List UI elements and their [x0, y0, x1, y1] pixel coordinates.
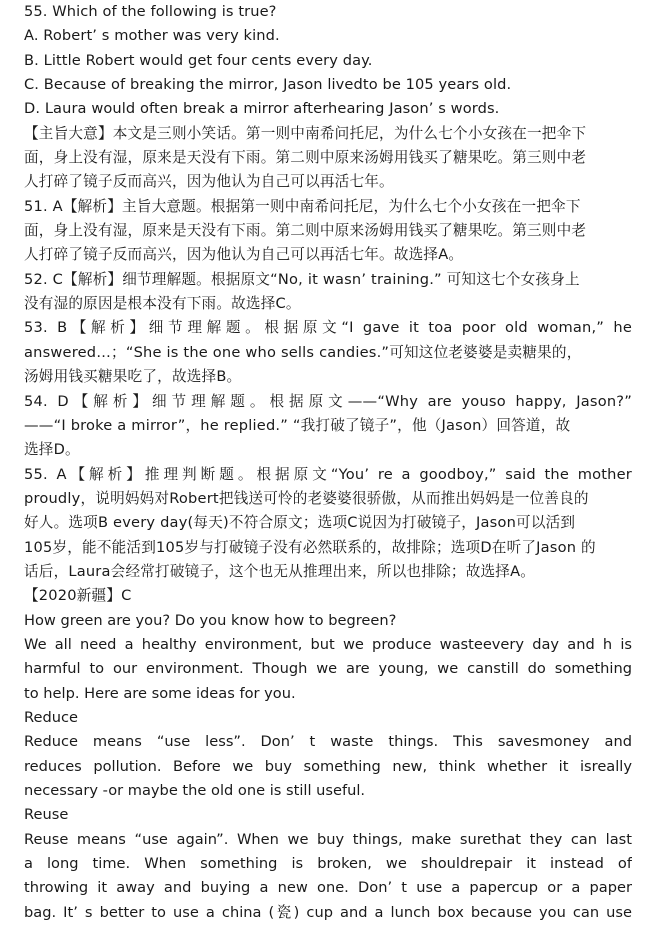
- option-a: A. Robert’ s mother was very kind.: [24, 27, 280, 45]
- analysis-line: 面，身上没有湿，原来是天没有下雨。第二则中原来汤姆用钱买了糖果吃。第三则中老: [24, 149, 587, 167]
- question-55: [24, 0, 632, 122]
- section-heading: 【2020新疆】C: [24, 587, 132, 605]
- document-page: [24, 0, 632, 925]
- passage-line: reduces pollution. Before we buy something new, think whether it isreally: [24, 757, 632, 775]
- analysis-line: 54. D【解析】细节理解题。根据原文——“Why are youso happy, Jason?”: [24, 392, 632, 410]
- analysis-line: 人打碎了镜子反而高兴，因为他认为自己可以再活七年。故选择A。: [24, 246, 464, 264]
- reading-passage: [24, 609, 632, 925]
- option-b: B. Little Robert would get four cents every day.: [24, 51, 373, 69]
- analysis-line: answered…；“She is the one who sells candies.”可知这位老婆婆是卖糖果的，: [24, 343, 582, 361]
- analysis-line: 【主旨大意】本文是三则小笑话。第一则中南希问托尼，为什么七个小女孩在一把伞下: [24, 124, 587, 142]
- analysis-line: 没有湿的原因是根本没有下雨。故选择C。: [24, 295, 301, 313]
- analysis-line: 53. B【解析】细节理解题。根据原文“I gave it toa poor old woman,” he: [24, 319, 632, 337]
- analysis-line: 51. A【解析】主旨大意题。根据第一则中南希问托尼，为什么七个小女孩在一把伞下: [24, 197, 581, 215]
- passage-line: to help. Here are some ideas for you.: [24, 684, 296, 702]
- passage-line: harmful to our environment. Though we are young, we canstill do something: [24, 660, 632, 678]
- passage-title: How green are you? Do you know how to begreen?: [24, 611, 397, 629]
- passage-line: Reduce means “use less”. Don’ t waste things. This savesmoney and: [24, 733, 632, 751]
- answer-analysis: [24, 122, 632, 609]
- analysis-line: ——“I broke a mirror”，he replied.” “我打破了镜子”，他（Jason）回答道，故: [24, 416, 571, 434]
- analysis-line: 选择D。: [24, 441, 80, 459]
- passage-line: bag. It’ s better to use a china (瓷) cup and a lunch box because you can use: [24, 903, 632, 921]
- subheading-reuse: Reuse: [24, 806, 69, 824]
- subheading-reduce: Reduce: [24, 708, 78, 726]
- question-stem: 55. Which of the following is true?: [24, 3, 277, 20]
- analysis-line: 52. C【解析】细节理解题。根据原文“No, it wasn’ training.” 可知这七个女孩身上: [24, 270, 580, 288]
- analysis-line: 55. A【解析】推理判断题。根据原文“You’ re a goodboy,” said the mother: [24, 465, 632, 483]
- analysis-line: 面，身上没有湿，原来是天没有下雨。第二则中原来汤姆用钱买了糖果吃。第三则中老: [24, 222, 587, 240]
- option-c: C. Because of breaking the mirror, Jason livedto be 105 years old.: [24, 76, 512, 94]
- analysis-line: 105岁，能不能活到105岁与打破镜子没有必然联系的，故排除；选项D在听了Jason 的: [24, 538, 596, 556]
- analysis-line: proudly，说明妈妈对Robert把钱送可怜的老婆婆很骄傲，从而推出妈妈是一位善良的: [24, 489, 589, 507]
- analysis-line: 汤姆用钱买糖果吃了，故选择B。: [24, 368, 242, 386]
- analysis-line: 话后，Laura会经常打破镜子，这个也无从推理出来，所以也排除；故选择A。: [24, 562, 536, 580]
- analysis-line: 人打碎了镜子反而高兴，因为他认为自己可以再活七年。: [24, 173, 394, 191]
- option-d: D. Laura would often break a mirror afterhearing Jason’ s words.: [24, 100, 500, 118]
- passage-line: We all need a healthy environment, but we produce wasteevery day and h is: [24, 635, 632, 653]
- passage-line: Reuse means “use again”. When we buy things, make surethat they can last: [24, 830, 632, 848]
- passage-line: a long time. When something is broken, we shouldrepair it instead of: [24, 855, 632, 873]
- passage-line: necessary -or maybe the old one is still useful.: [24, 782, 366, 799]
- passage-line: throwing it away and buying a new one. Don’ t use a papercup or a paper: [24, 879, 632, 897]
- analysis-line: 好人。选项B every day(每天)不符合原文；选项C说因为打破镜子，Jason可以活到: [24, 514, 576, 532]
